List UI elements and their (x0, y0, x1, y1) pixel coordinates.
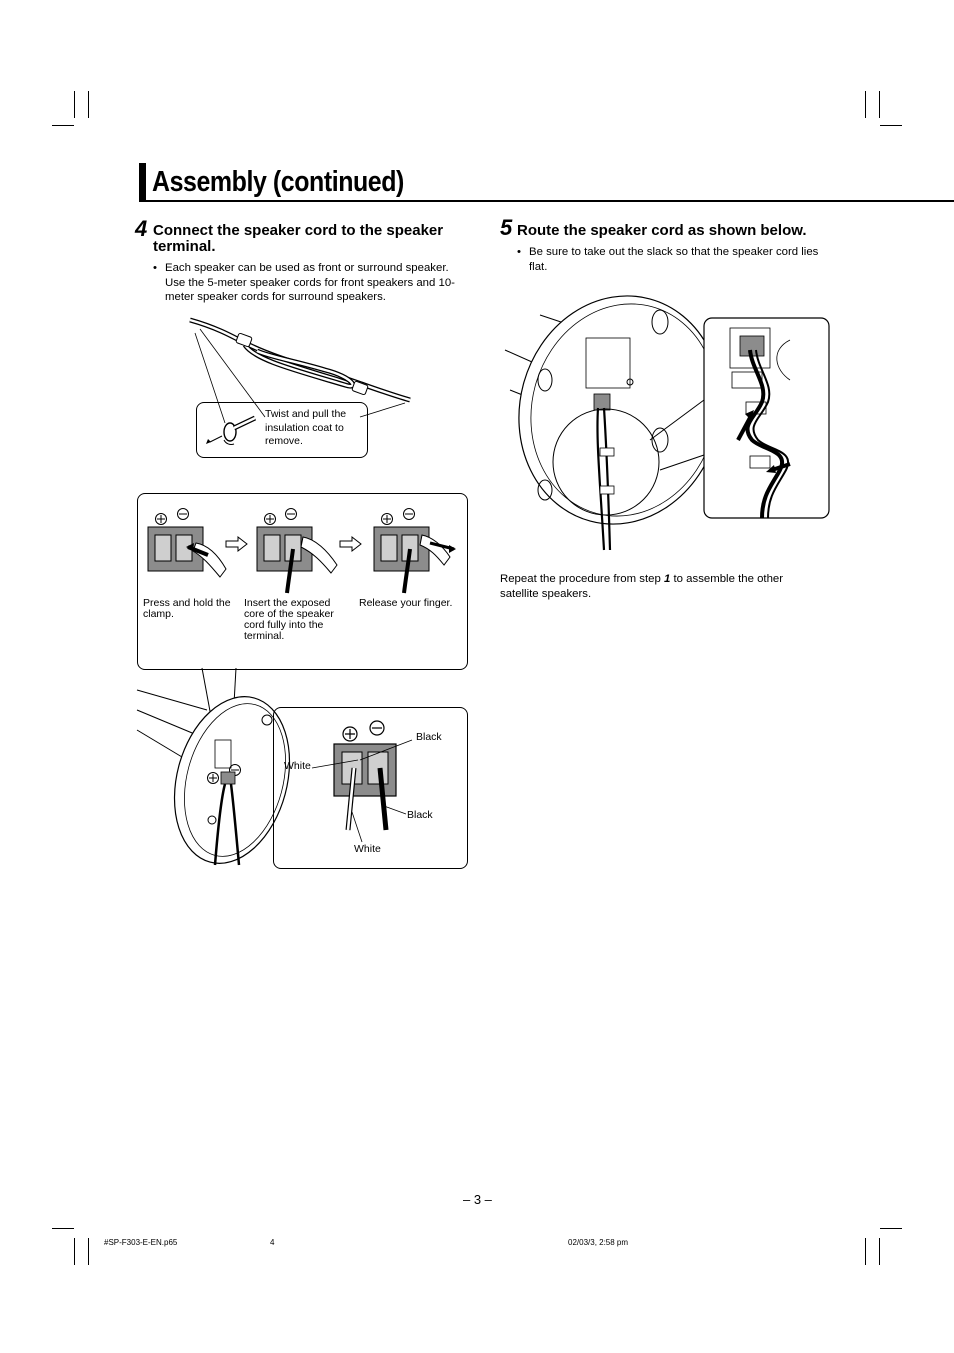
repeat-instruction (500, 572, 810, 602)
title-bar (139, 163, 146, 201)
step-5-bullet-text: Be sure to take out the slack so that the speaker cord lies flat. (529, 246, 819, 273)
step-5-heading: Route the speaker cord as shown below. (517, 222, 807, 239)
step-4-number: 4 (135, 216, 148, 241)
crop-mark (879, 1238, 880, 1265)
wire-label-leaders (300, 730, 460, 850)
caption-press-clamp: Press and hold the clamp. (143, 597, 231, 620)
crop-mark (880, 1228, 902, 1229)
step-4-bullet-text: Each speaker can be used as front or surround speaker. Use the 5-meter speaker cords for front speakers and 10-meter speaker cords for surround speakers. (165, 262, 455, 303)
step-4-heading: Connect the speaker cord to the speaker terminal. (153, 222, 444, 255)
title-rule (139, 200, 954, 202)
page-title: Assembly (continued) (152, 166, 404, 198)
speaker-cord-illustration (185, 315, 415, 415)
label-black-top: Black (416, 731, 442, 743)
crop-mark (865, 1238, 866, 1265)
crop-mark (88, 91, 89, 118)
arrow-right-icon (226, 537, 248, 551)
bullet-dot: • (153, 262, 157, 274)
page-number: – 3 – (463, 1192, 492, 1207)
repeat-text-after: to assemble the other satellite speakers. (500, 573, 784, 600)
footer-datetime: 02/03/3, 2:58 pm (568, 1238, 629, 1247)
footer-sheet: 4 (270, 1238, 275, 1247)
footer-filename: #SP-F303-E-EN.p65 (104, 1238, 178, 1247)
caption-release-finger: Release your finger. (359, 597, 453, 609)
crop-mark (52, 1228, 74, 1229)
insulation-note-text: Twist and pull the insulation coat to remove. (265, 408, 347, 447)
repeat-text-before: Repeat the procedure from step (500, 573, 664, 585)
terminal-step-3 (370, 505, 460, 600)
bullet-dot: • (517, 246, 521, 258)
terminal-step-1 (148, 505, 228, 580)
crop-mark (88, 1238, 89, 1265)
crop-mark (880, 125, 902, 126)
step-5-number: 5 (500, 215, 513, 240)
speaker-back-illustration (137, 690, 277, 865)
label-black-bottom: Black (407, 809, 433, 821)
terminal-step-2 (255, 505, 340, 600)
caption-insert-core: Insert the exposed core of the speaker cord fully into the terminal. (244, 597, 334, 642)
crop-mark (879, 91, 880, 118)
crop-mark (74, 1238, 75, 1265)
arrow-right-icon (340, 537, 362, 551)
label-white-left: White (284, 760, 311, 772)
crop-mark (52, 125, 74, 126)
repeat-step-number: 1 (664, 573, 671, 585)
crop-mark (74, 91, 75, 118)
speaker-routing-illustration (500, 290, 840, 555)
label-white-bottom: White (354, 843, 381, 855)
crop-mark (865, 91, 866, 118)
wire-twist-icon (200, 410, 260, 450)
